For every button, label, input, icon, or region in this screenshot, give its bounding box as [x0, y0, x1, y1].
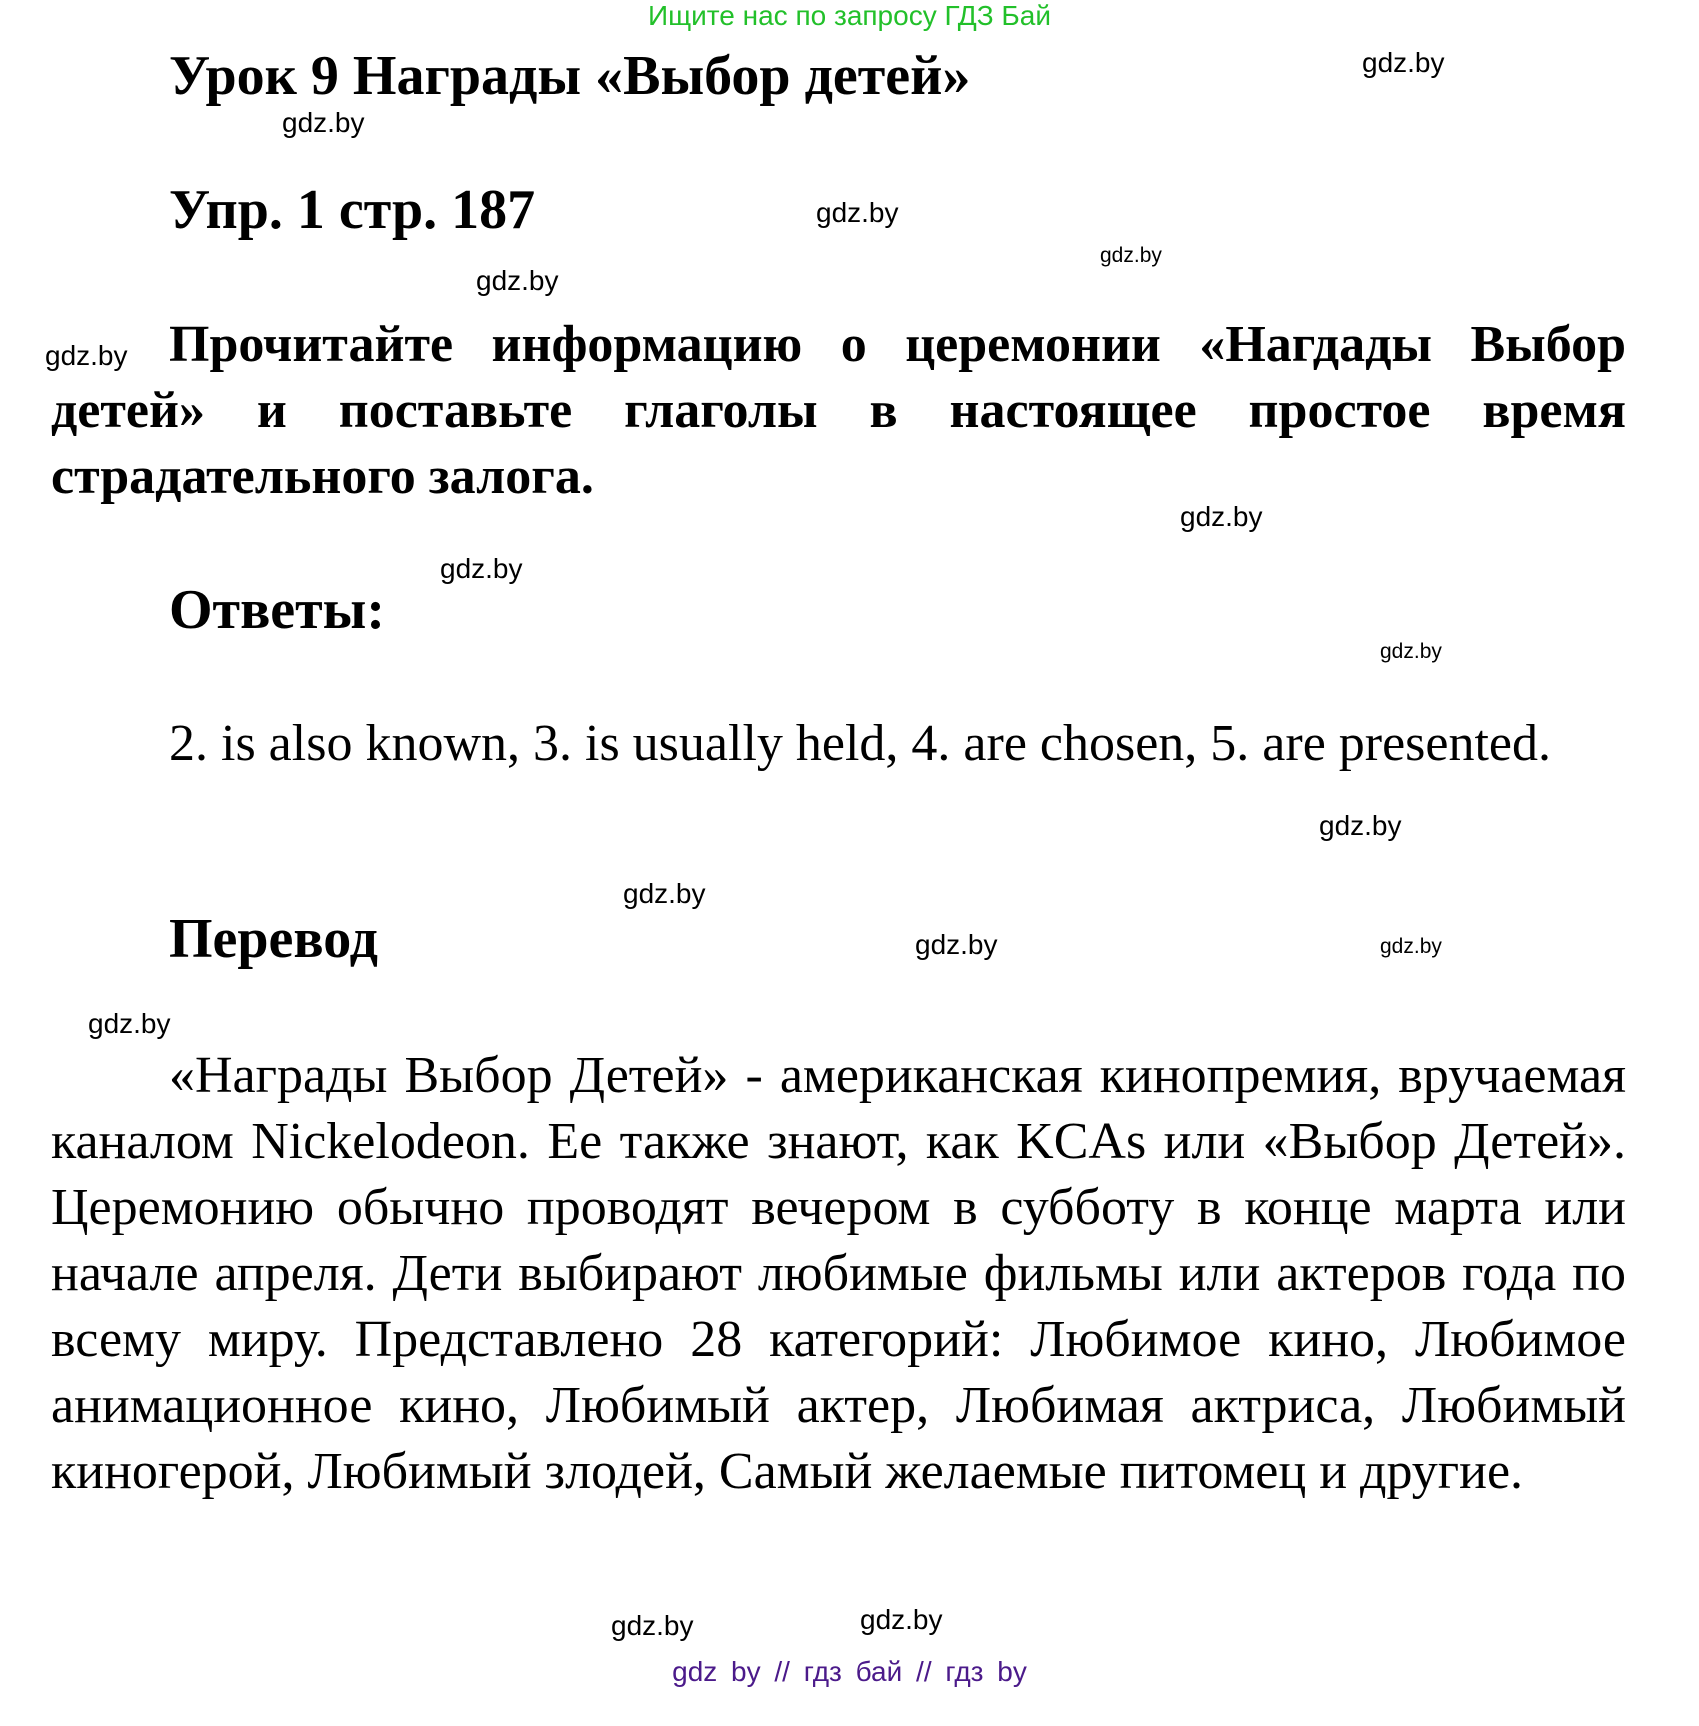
watermark: gdz.by [1380, 640, 1442, 663]
watermark: gdz.by [440, 553, 523, 584]
translation-text: «Награды Выбор Детей» - американская кинопремия, вручаемая каналом Nickelodeon. Ее также знают, как KCAs или «Выбор Детей». Церемонию обычно проводят вечером в субботу в конце марта или начале апреля. Дети выбирают любимые фильмы или актеров года по всему миру. Представлено 28 категорий: Любимое кино, Любимое анимационное кино, Любимый актер, Любимая актриса, Любимый киногерой, Любимый злодей, Самый желаемые питомец и другие. [51, 1047, 1626, 1500]
watermark: gdz.by [623, 878, 706, 909]
watermark: gdz.by [1319, 810, 1402, 841]
answers-text: 2. is also known, 3. is usually held, 4. are chosen, 5. are presented. [169, 715, 1552, 772]
watermark: gdz.by [282, 107, 365, 138]
watermark: gdz.by [45, 340, 128, 371]
watermark: gdz.by [611, 1610, 694, 1641]
watermark: gdz.by [476, 265, 559, 296]
search-banner: Ищите нас по запросу ГДЗ Бай [647, 0, 1052, 31]
task-text: Прочитайте информацию о церемонии «Нагдады Выбор детей» и поставьте глаголы в настоящее простое время страдательного залога. [51, 316, 1626, 505]
exercise-title: Упр. 1 стр. 187 [169, 179, 536, 241]
watermark: gdz.by [816, 197, 899, 228]
translation-heading: Перевод [169, 908, 378, 970]
watermark: gdz.by [1180, 501, 1263, 532]
footer-banner: gdz by // гдз бай // гдз by [672, 1656, 1027, 1687]
watermark: gdz.by [1362, 47, 1445, 78]
watermark: gdz.by [915, 929, 998, 960]
watermark: gdz.by [88, 1008, 171, 1039]
watermark: gdz.by [1380, 935, 1442, 958]
watermark: gdz.by [860, 1604, 943, 1635]
lesson-title: Урок 9 Награды «Выбор детей» [169, 45, 971, 107]
watermark: gdz.by [1100, 244, 1162, 267]
answers-heading: Ответы: [169, 579, 386, 641]
